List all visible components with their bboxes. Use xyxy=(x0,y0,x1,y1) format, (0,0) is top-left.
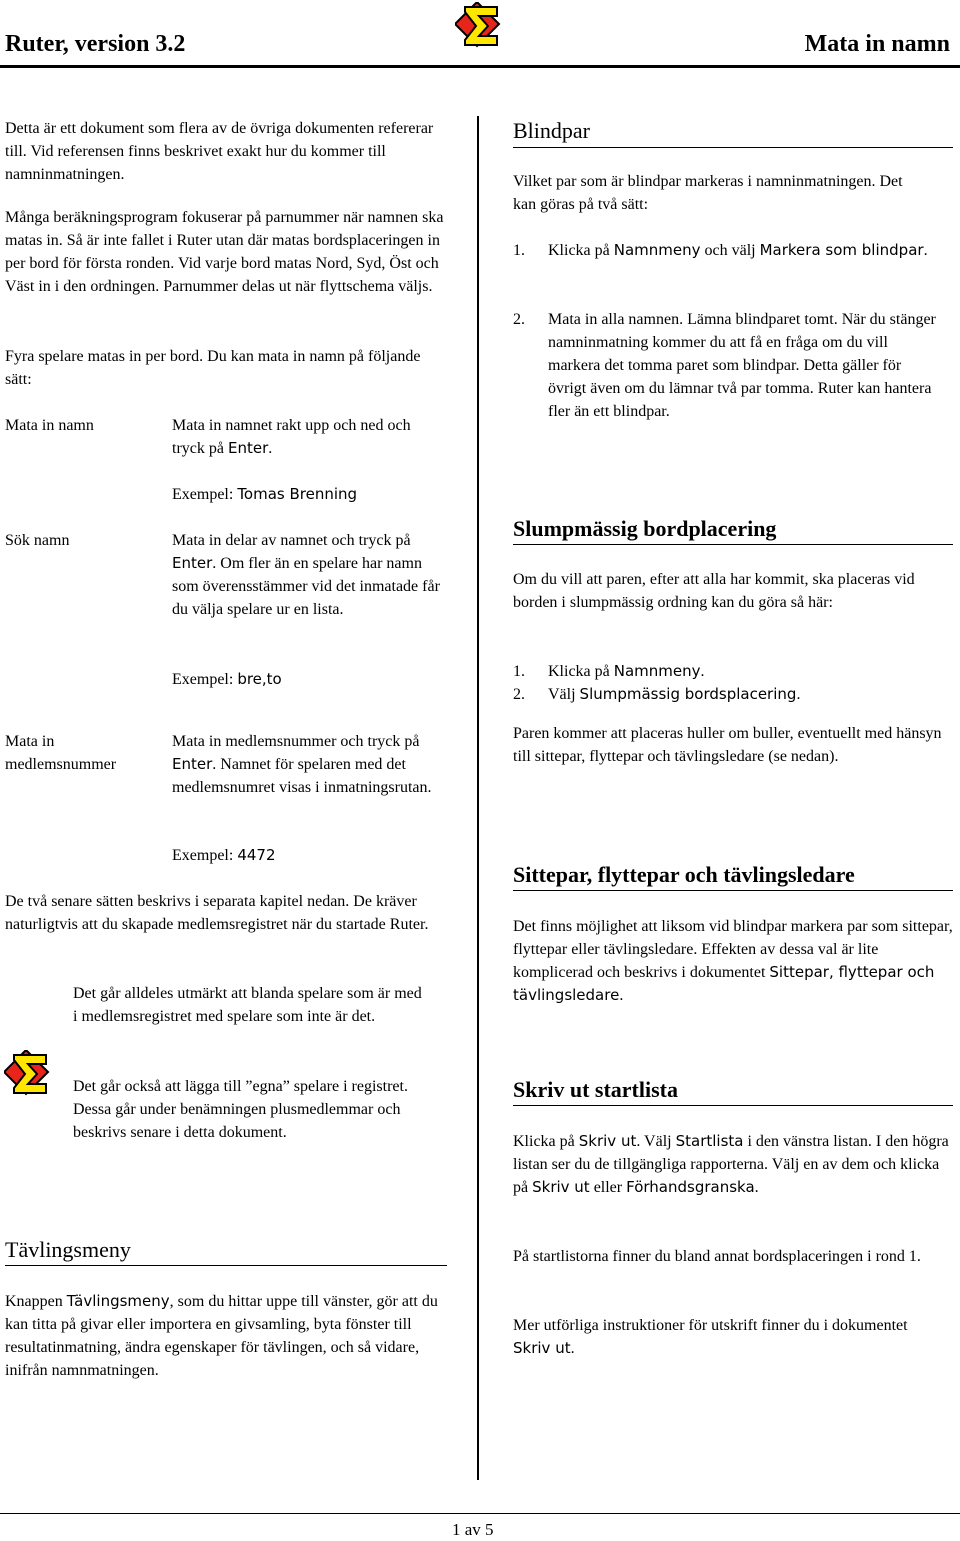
paragraph-tavlingsmeny: Knappen Tävlingsmeny, som du hittar uppe till vänster, gör att du kan titta på givar eller importera en givsamling, byta fönster till resultatinmatning, ändra egenskaper för tävlingen, och så vidare, inifrån namnmatningen. xyxy=(5,1292,438,1379)
page-number: 1 av 5 xyxy=(452,1520,494,1539)
paragraph-startlistorna: På startlistorna finner du bland annat bordsplaceringen i rond 1. xyxy=(513,1248,921,1265)
heading-rule-blindpar xyxy=(513,147,953,148)
note-egna-spelare: Det går också att lägga till ”egna” spelare i registret. Dessa går under benämningen plusmedlemmar och beskrivs senare i detta dokument. xyxy=(73,1078,408,1141)
sigma-logo-icon xyxy=(455,2,501,50)
heading-slumpmassig: Slumpmässig bordplacering xyxy=(513,516,777,541)
list-item: 2. Välj Slumpmässig bordsplacering. xyxy=(513,685,801,703)
paragraph-separata-kapitel: De två senare sätten beskrivs i separata kapitel nedan. De kräver naturligtvis att du skapade medlemsregistret när du startade Ruter. xyxy=(5,893,429,933)
intro-paragraph: Detta är ett dokument som flera av de övriga dokumenten refererar till. Vid referensen finns beskrivet exakt hur du kommer till namninmatningen. xyxy=(5,120,434,183)
paragraph-mer-utforliga: Mer utförliga instruktioner för utskrift finner du i dokumentet Skriv ut. xyxy=(513,1317,908,1357)
heading-tavlingsmeny: Tävlingsmeny xyxy=(5,1237,131,1262)
sigma-note-icon xyxy=(4,1050,50,1098)
method-example-medlemsnummer: Exempel: 4472 xyxy=(172,846,276,864)
list-item: 2. Mata in alla namnen. Lämna blindparet tomt. När du stänger namninmatning kommer du att få en fråga om du vill markera det tomma paret som blindpar. Detta gäller för övrigt även om du lämnar två par tomma. Ruter kan hantera fler än ett blindpar. xyxy=(513,311,936,420)
heading-blindpar: Blindpar xyxy=(513,118,590,143)
header-title-right: Mata in namn xyxy=(804,31,950,57)
header-rule xyxy=(0,65,960,68)
method-desc-sok-namn: Mata in delar av namnet och tryck på Enter. Om fler än en spelare har namn som överensstämmer vid det inmatade får du välja spelare ur en lista. xyxy=(172,532,440,618)
method-example-mata-in-namn: Exempel: Tomas Brenning xyxy=(172,485,358,503)
paragraph-huller-om-buller: Paren kommer att placeras huller om buller, eventuellt med hänsyn till sittepar, flyttepar och tävlingsledare (se nedan). xyxy=(513,725,942,765)
note-blanda-spelare: Det går alldeles utmärkt att blanda spelare som är med i medlemsregistret med spelare som inte är det. xyxy=(73,985,422,1025)
list-blindpar xyxy=(513,239,943,262)
method-example-sok-namn: Exempel: bre,to xyxy=(172,670,282,688)
list-item: 1. Klicka på Namnmeny och välj Markera som blindpar. xyxy=(513,241,928,259)
paragraph-slumpmassig: Om du vill att paren, efter att alla har kommit, ska placeras vid borden i slumpmässig ordning kan du göra så här: xyxy=(513,571,915,611)
heading-skriv-ut-startlista: Skriv ut startlista xyxy=(513,1077,678,1102)
method-term-medlemsnummer: Mata in medlemsnummer xyxy=(5,733,117,773)
paragraph-parnummer: Många beräkningsprogram fokuserar på parnummer när namnen ska matas in. Så är inte fallet i Ruter utan där matas bordsplaceringen in per bord för första ronden. Vid varje bord matas Nord, Syd, Öst och Väst in i den ordningen. Parnummer delas ut när flyttschema väljs. xyxy=(5,209,444,295)
method-term-mata-in-namn: Mata in namn xyxy=(5,417,94,434)
heading-rule-tavlingsmeny xyxy=(5,1265,447,1266)
method-term-sok-namn: Sök namn xyxy=(5,532,70,549)
list-item: 1. Klicka på Namnmeny. xyxy=(513,662,705,680)
heading-rule-sittepar xyxy=(513,890,953,891)
paragraph-skriv-ut: Klicka på Skriv ut. Välj Startlista i den vänstra listan. I den högra listan ser du de tillgängliga rapporterna. Välj en av dem och klicka på Skriv ut eller Förhandsgranska. xyxy=(513,1132,949,1196)
heading-rule-skriv-ut xyxy=(513,1105,953,1106)
paragraph-fyra-spelare: Fyra spelare matas in per bord. Du kan mata in namn på följande sätt: xyxy=(5,348,421,388)
column-divider xyxy=(477,116,479,1480)
method-desc-medlemsnummer: Mata in medlemsnummer och tryck på Enter. Namnet för spelaren med det medlemsnumret visas i inmatningsrutan. xyxy=(172,733,432,796)
heading-sittepar: Sittepar, flyttepar och tävlingsledare xyxy=(513,862,855,887)
header-title-left: Ruter, version 3.2 xyxy=(5,31,186,57)
list-slumpmassig xyxy=(513,660,943,706)
paragraph-blindpar: Vilket par som är blindpar markeras i namninmatningen. Det kan göras på två sätt: xyxy=(513,173,903,213)
heading-rule-slumpmassig xyxy=(513,544,953,545)
footer-rule xyxy=(0,1513,960,1514)
paragraph-sittepar: Det finns möjlighet att liksom vid blindpar markera par som sittepar, flyttepar eller tävlingsledare. Effekten av dessa val är lite komplicerad och beskrivs i dokumentet Sittepar, flyttepar och tävlingsledare. xyxy=(513,918,953,1004)
list-blindpar-2 xyxy=(513,308,943,423)
method-desc-mata-in-namn: Mata in namnet rakt upp och ned och tryck på Enter. xyxy=(172,417,411,457)
